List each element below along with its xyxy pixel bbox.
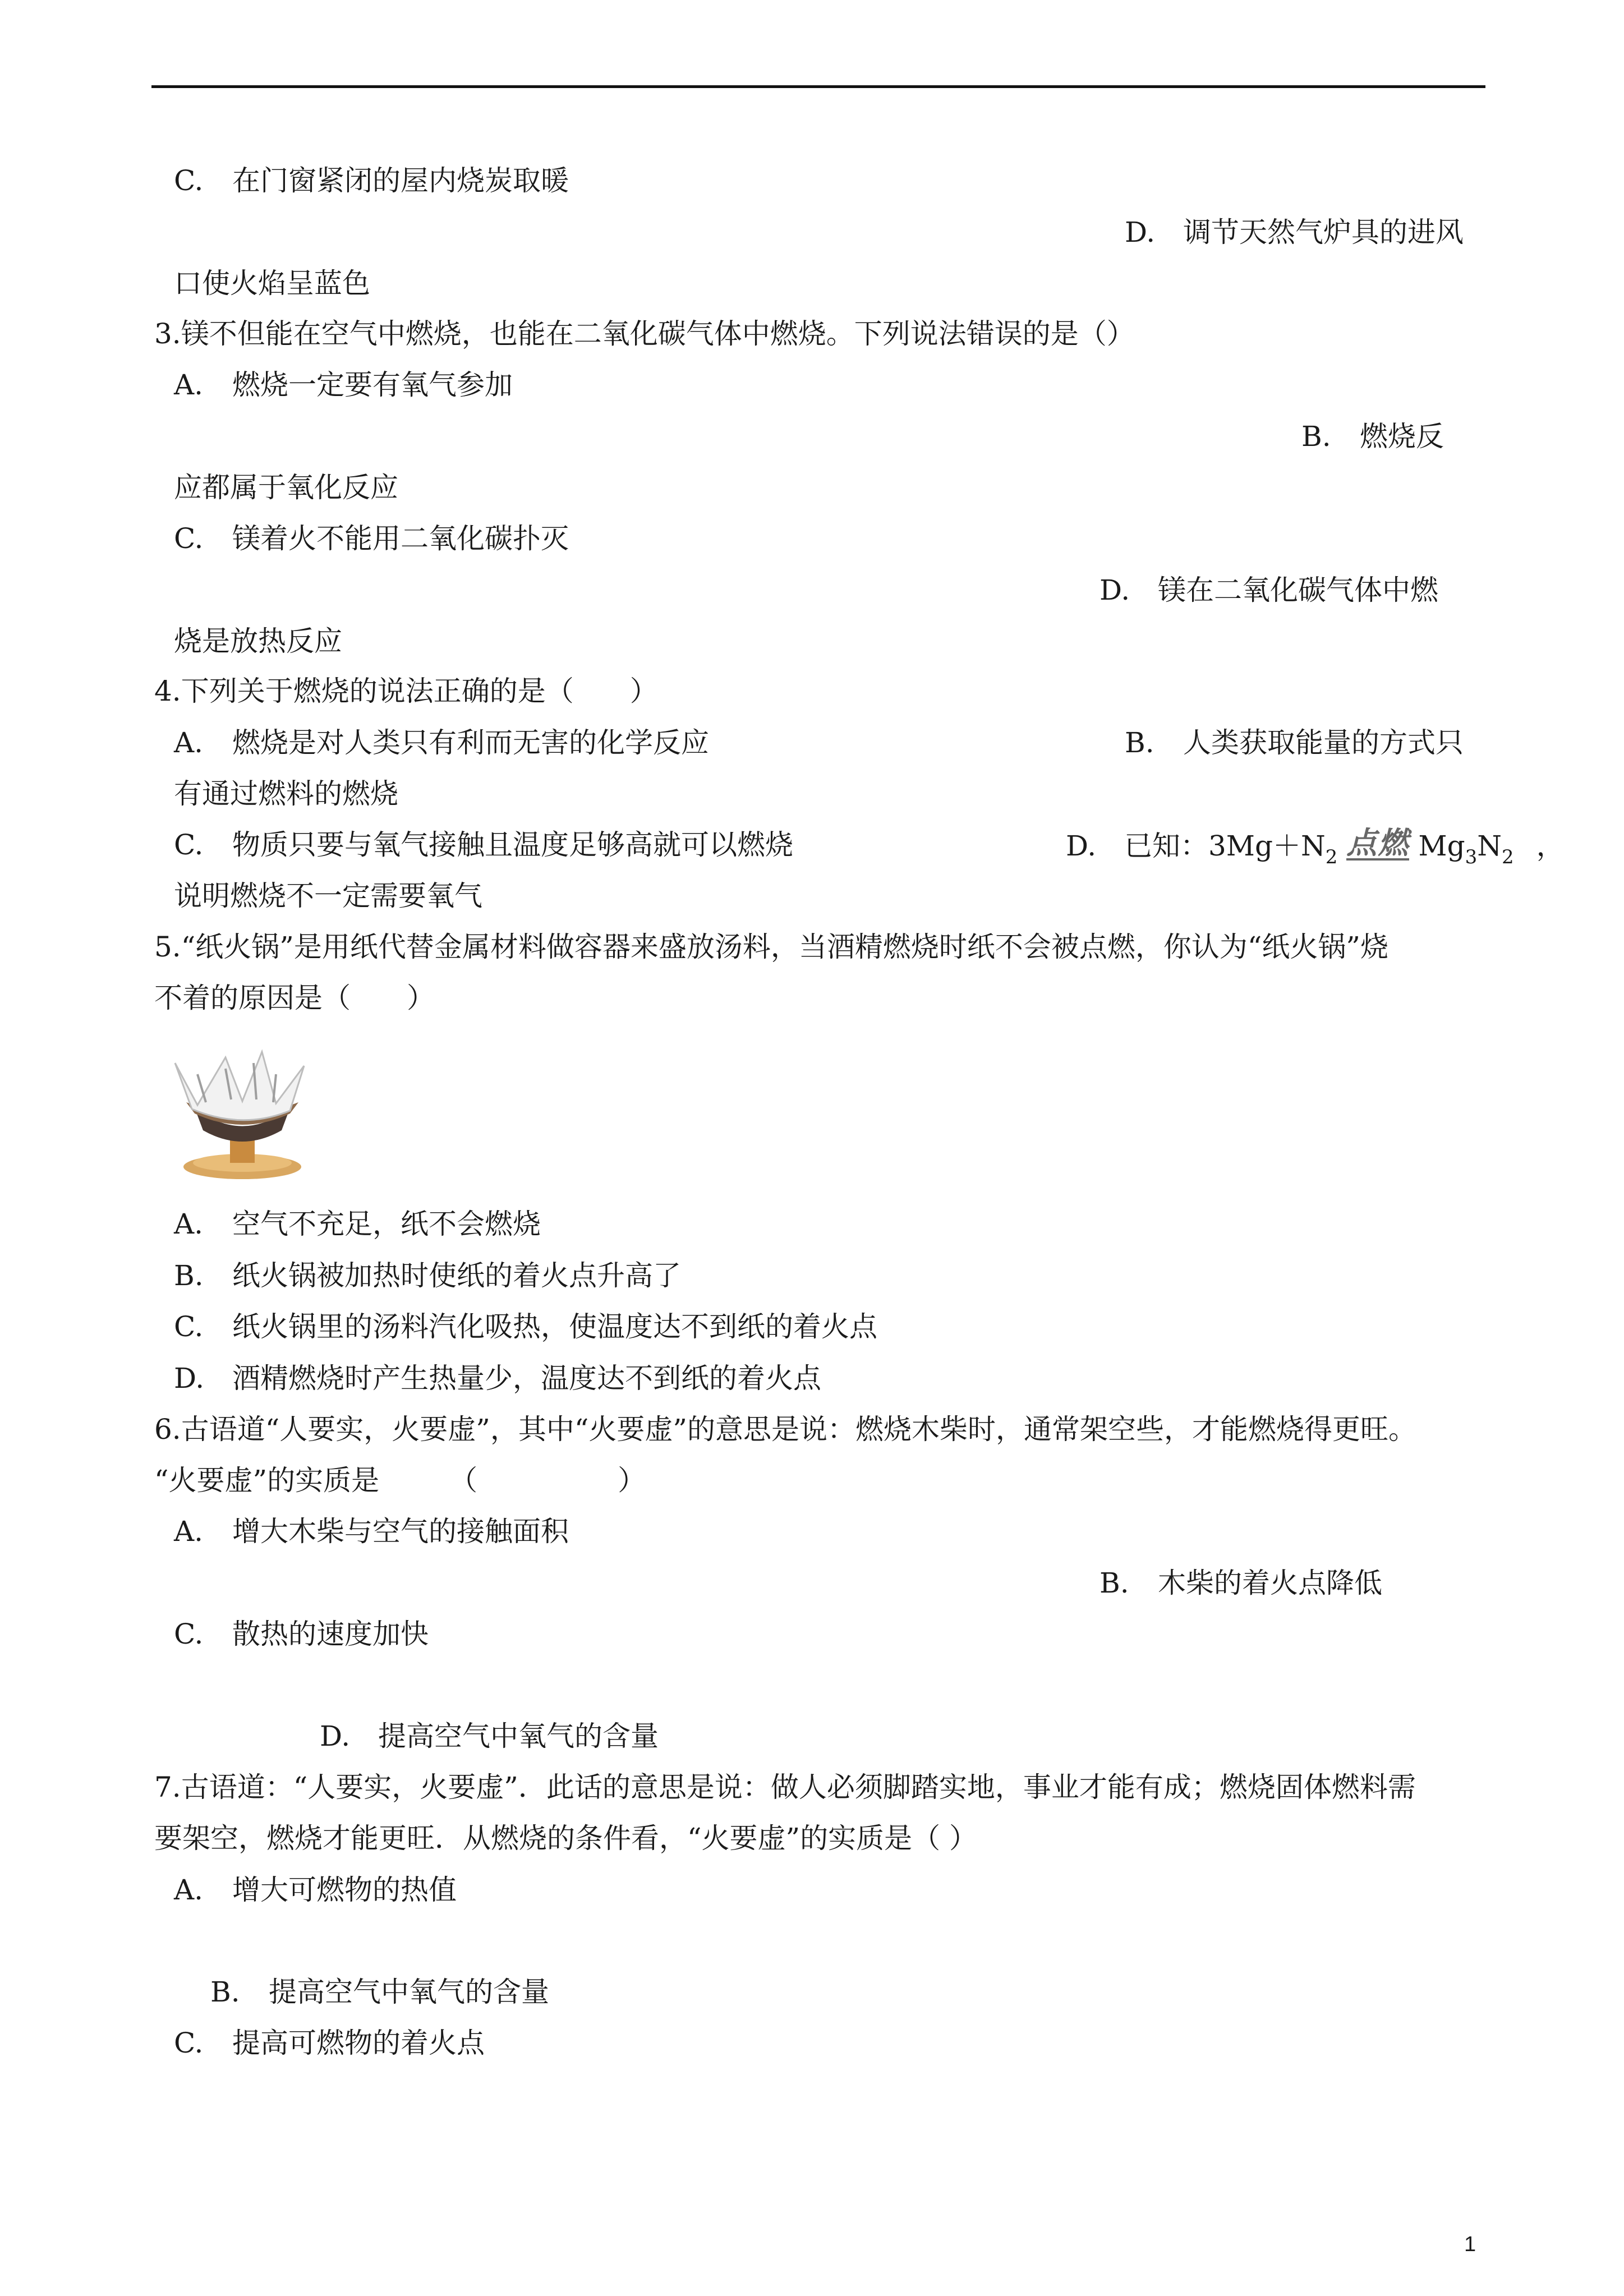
page-number: 1 (1464, 2233, 1476, 2256)
question-7-stem-cont: 要架空，燃烧才能更旺．从燃烧的条件看，“火要虚”的实质是（ ） (154, 1822, 978, 1855)
option-q2-d-cont: 口使火焰呈蓝色 (174, 267, 370, 300)
option-q6-b: B. 木柴的着火点降低 (1099, 1567, 1382, 1599)
option-q4-b-cont: 有通过燃料的燃烧 (174, 777, 398, 810)
option-q3-d-cont: 烧是放热反应 (174, 625, 342, 657)
question-5-stem: 5.“纸火锅”是用纸代替金属材料做容器来盛放汤料，当酒精燃烧时纸不会被点燃，你认为“纸火锅”烧 (154, 931, 1388, 963)
option-q6-d: D. 提高空气中氧气的含量 (320, 1720, 659, 1752)
option-q3-c: C. 镁着火不能用二氧化碳扑灭 (174, 522, 569, 555)
option-q7-a: A. 增大可燃物的热值 (174, 1874, 457, 1906)
option-q3-d: D. 镁在二氧化碳气体中燃 (1099, 574, 1438, 606)
option-q5-b: B. 纸火锅被加热时使纸的着火点升高了 (174, 1259, 681, 1292)
option-q4-c: C. 物质只要与氧气接触且温度足够高就可以燃烧 (174, 829, 793, 861)
option-q4-d: D. 已知：$3Mg+N_2$ 点燃 $Mg_3N_2$ ， (1066, 825, 1565, 868)
option-q2-d: D. 调节天然气炉具的进风 (1125, 216, 1464, 249)
option-q7-c: C. 提高可燃物的着火点 (174, 2027, 485, 2059)
option-q3-b-cont: 应都属于氧化反应 (174, 471, 398, 504)
question-6-stem-cont: “火要虚”的实质是 （ ） (154, 1464, 646, 1497)
option-q4-d-cont: 说明燃烧不一定需要氧气 (174, 880, 482, 912)
option-q6-c: C. 散热的速度加快 (174, 1618, 429, 1650)
question-5-stem-cont: 不着的原因是（ ） (154, 982, 435, 1014)
option-q5-c: C. 纸火锅里的汤料汽化吸热，使温度达不到纸的着火点 (174, 1310, 877, 1343)
question-3-stem: 3.镁不但能在空气中燃烧，也能在二氧化碳气体中燃烧。下列说法错误的是（） (154, 318, 1135, 350)
option-q3-a: A. 燃烧一定要有氧气参加 (174, 369, 513, 401)
option-q3-b: B. 燃烧反 (1301, 420, 1444, 453)
question-4-stem: 4.下列关于燃烧的说法正确的是（ ） (154, 675, 658, 707)
option-q4-b: B. 人类获取能量的方式只 (1125, 726, 1464, 759)
option-q6-a: A. 增大木柴与空气的接触面积 (174, 1515, 569, 1548)
ignition-condition: 点燃 (1346, 825, 1410, 861)
question-6-stem: 6.古语道“人要实，火要虚”，其中“火要虚”的意思是说：燃烧木柴时，通常架空些，才能燃烧得更旺。 (154, 1413, 1416, 1446)
option-q2-c: C. 在门窗紧闭的屋内烧炭取暖 (174, 164, 569, 197)
option-q5-d: D. 酒精燃烧时产生热量少，温度达不到纸的着火点 (174, 1362, 821, 1395)
header-rule (151, 85, 1485, 88)
option-q4-a: A. 燃烧是对人类只有利而无害的化学反应 (174, 726, 709, 759)
paper-hotpot-image (164, 1041, 315, 1181)
question-7-stem: 7.古语道：“人要实，火要虚”．此话的意思是说：做人必须脚踏实地，事业才能有成；燃烧固体燃料需 (154, 1771, 1416, 1803)
option-q7-b: B. 提高空气中氧气的含量 (210, 1976, 549, 2008)
option-q5-a: A. 空气不充足，纸不会燃烧 (174, 1208, 541, 1240)
